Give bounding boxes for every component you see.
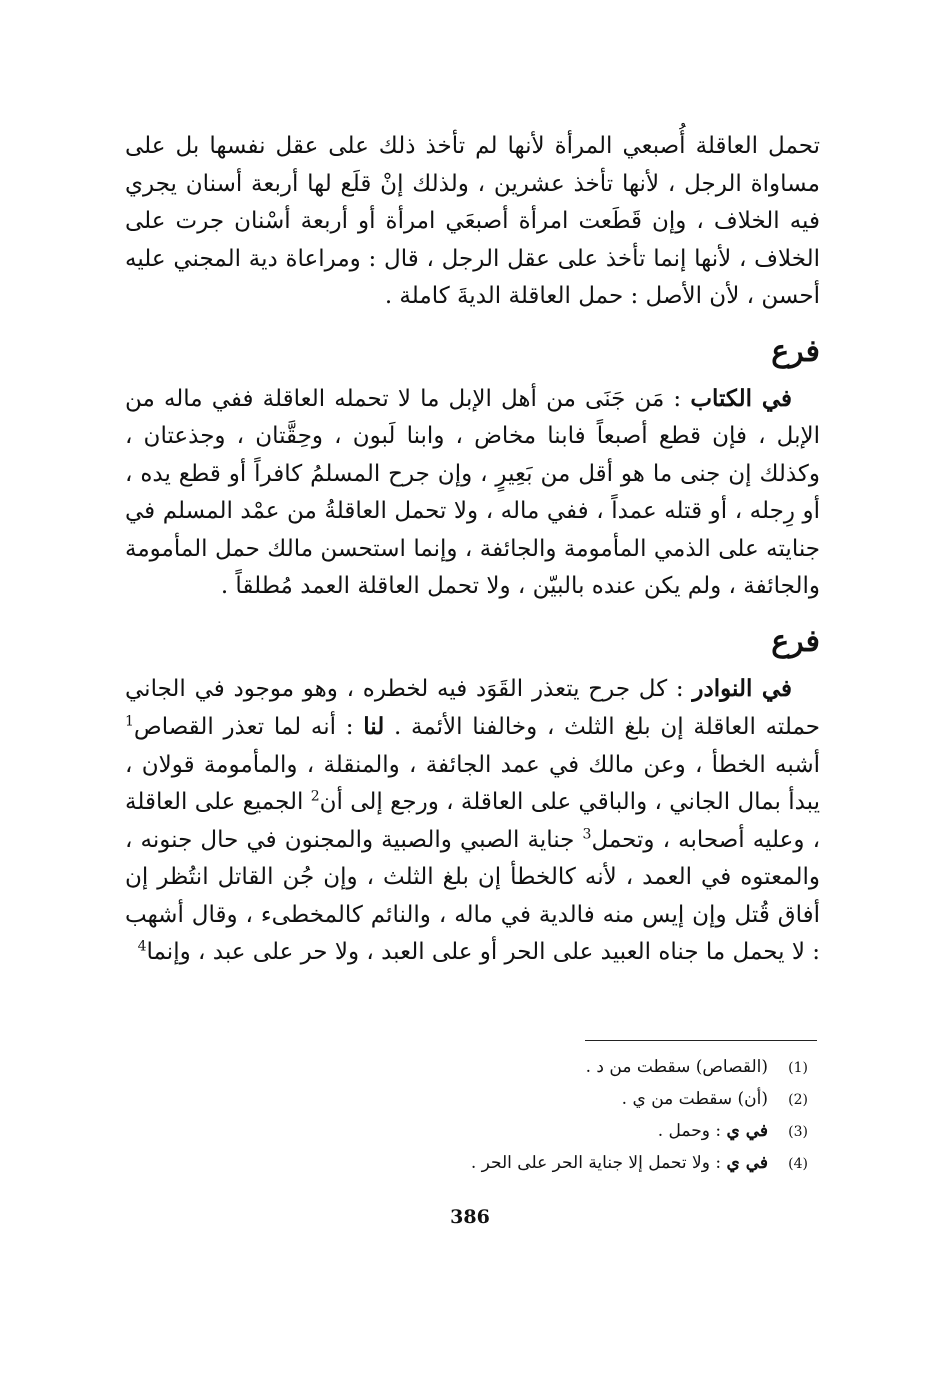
paragraph-kitab — [125, 380, 820, 606]
nawadir-text-b: : أنه لما تعذر القصاص — [133, 714, 364, 740]
footnote-item — [300, 1116, 808, 1148]
page-number: 386 — [450, 1206, 490, 1228]
nawadir-text-c: أشبه الخطأ ، وعن مالك في عمد الجائفة ، والمنقلة ، والمأمومة قولان ، يبدأ بمال الجاني ، والباقي على العاقلة ، ورجع إلى أن — [125, 751, 821, 815]
page-body — [125, 128, 820, 972]
footnotes — [300, 1052, 808, 1180]
footnote-divider — [585, 1040, 817, 1041]
nawadir-text-e: جناية الصبي والصبية والمجنون في حال جنونه ، والمعتوه في العمد ، لأنه كالخطأ إن بلغ الثلث ، وإن جُن القاتل انتُظر إن أفاق قُتل وإن إيس منه فالدية في ماله ، والنائم كالمخطىء ، وقال أشهب : لا يحمل ما جناه العبيد على الحر أو على العبد ، ولا حر على عبد ، وإنما — [125, 826, 820, 965]
nawadir-text-d: الجميع على العاقلة ، وعليه أصحابه ، وتحمل — [125, 789, 820, 853]
footnote-text: : وحمل . — [657, 1121, 727, 1141]
footnote-number: (2) — [788, 1092, 808, 1108]
paragraph-nawadir — [125, 670, 820, 972]
lead-fi-al-kitab: في الكتاب — [690, 384, 792, 412]
footnote-ref-3[interactable]: 3 — [582, 825, 592, 842]
lead-fi-al-nawadir: في النوادر — [692, 674, 792, 702]
footnote-ref-2[interactable]: 2 — [310, 788, 320, 805]
footnote-item — [300, 1148, 808, 1180]
footnote-number: (1) — [788, 1060, 808, 1076]
footnote-ref-1[interactable]: 1 — [125, 713, 134, 730]
footnote-item — [300, 1052, 808, 1084]
section-heading-far: فرع — [771, 333, 820, 369]
footnote-text: : ولا تحمل إلا جناية الحر على الحر . — [470, 1153, 727, 1173]
footnote-item — [300, 1084, 808, 1116]
section-heading-far-2: فرع — [771, 623, 820, 659]
footnote-prefix: في ي — [726, 1153, 768, 1173]
lead-lana: لنا — [363, 713, 385, 740]
paragraph-kitab-text: : مَن جَنَى من أهل الإبل ما لا تحمله العاقلة ففي ماله من الإبل ، فإن قطع أصبعاً فابنا مخاض ، وابنا لَبون ، وحِقَّتان ، وجذعتان ، وكذلك إن جنى ما هو أقل من بَعِيرٍ ، وإن جرح المسلمُ كافراً أو قطع يده ، أو رِجله ، أو قتله عمداً ، ففي ماله ، ولا تحمل العاقلةُ من عمْد المسلم في جنايته على الذمي المأمومة والجائفة ، وإنما استحسن مالك حمل المأمومة والجائفة ، ولم يكن عنده بالبيّن ، ولا تحمل العاقلة العمد مُطلقاً . — [125, 385, 820, 599]
footnote-ref-4[interactable]: 4 — [137, 938, 147, 955]
footnote-text: (أن) سقطت من ي . — [621, 1089, 768, 1109]
footnote-number: (4) — [788, 1156, 808, 1172]
footnote-text: (القصاص) سقطت من د . — [585, 1057, 768, 1077]
nawadir-text-a: : كل جرح يتعذر القَوَد فيه لخطره ، وهو موجود في الجاني حملته العاقلة إن بلغ الثلث ، وخالفنا الأئمة . — [125, 675, 820, 740]
footnote-prefix: في ي — [726, 1121, 768, 1141]
footnote-number: (3) — [788, 1124, 808, 1140]
paragraph-opening: تحمل العاقلة أُصبعي المرأة لأنها لم تأخذ ذلك على عقل نفسها بل على مساواة الرجل ، لأنها تأخذ عشرين ، ولذلك إنْ قلَع لها أربعة أسنان يجري فيه الخلاف ، وإن قَطَعت امرأة أصبعَي امرأة أو أربعة أسْنان جرت على الخلاف ، لأنها إنما تأخذ على عقل الرجل ، قال : ومراعاة دية المجني عليه أحسن ، لأن الأصل : حمل العاقلة الديةَ كاملة . — [125, 133, 820, 309]
